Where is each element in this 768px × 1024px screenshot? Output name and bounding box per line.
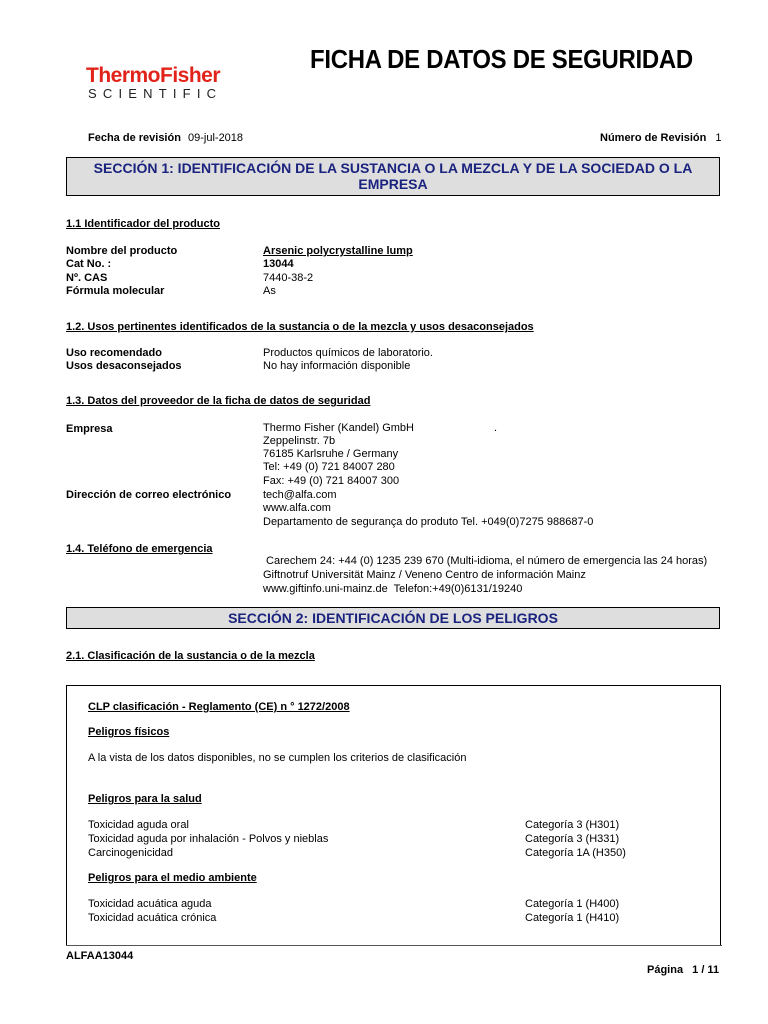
product-name-value: Arsenic polycrystalline lump <box>263 245 413 257</box>
hazard-row-category: Categoría 3 (H331) <box>525 833 620 845</box>
revision-date-label: Fecha de revisión <box>88 132 181 144</box>
page-indicator <box>647 964 719 977</box>
document-title: FICHA DE DATOS DE SEGURIDAD <box>310 44 693 74</box>
physical-hazards-text: A la vista de los datos disponibles, no se cumplen los criterios de clasificación <box>88 752 467 764</box>
document-code: ALFAA13044 <box>66 950 134 962</box>
page-value: 1 / 11 <box>692 964 720 976</box>
recommended-use-label: Uso recomendado <box>66 347 162 359</box>
hazard-row-label: Toxicidad aguda oral <box>88 819 189 831</box>
emergency-line: Giftnotruf Universität Mainz / Veneno Centro de información Mainz <box>263 569 586 581</box>
hazard-row-category: Categoría 1A (H350) <box>525 847 626 859</box>
email-link[interactable]: tech@alfa.com <box>263 489 337 501</box>
section-2-title: SECCIÓN 2: IDENTIFICACIÓN DE LOS PELIGROS <box>66 607 720 629</box>
emergency-line: Carechem 24: +44 (0) 1235 239 670 (Multi-idioma, el número de emergencia las 24 horas) <box>263 555 708 567</box>
company-line: Zeppelinstr. 7b <box>263 435 336 447</box>
hazard-row-label: Carcinogenicidad <box>88 847 173 859</box>
formula-value: As <box>263 285 276 297</box>
cat-no-label: Cat No. : <box>66 258 112 270</box>
discouraged-use-label: Usos desaconsejados <box>66 360 182 372</box>
formula-label: Fórmula molecular <box>66 285 165 297</box>
discouraged-use-value: No hay información disponible <box>263 360 411 372</box>
logo-brand-name: ThermoFisher <box>86 64 221 87</box>
revision-number-value: 1 <box>715 132 722 144</box>
hazard-row-category: Categoría 1 (H400) <box>525 898 620 910</box>
email-label: Dirección de correo electrónico <box>66 489 232 501</box>
section-1-4-heading: 1.4. Teléfono de emergencia <box>66 543 213 555</box>
logo-brand-subtitle: SCIENTIFIC <box>88 86 223 101</box>
revision-date-value: 09-jul-2018 <box>188 132 244 144</box>
company-label: Empresa <box>66 423 113 435</box>
product-name-label: Nombre del producto <box>66 245 178 257</box>
health-hazards-heading: Peligros para la salud <box>88 793 202 805</box>
cat-no-value: 13044 <box>263 258 294 270</box>
physical-hazards-heading: Peligros físicos <box>88 726 170 738</box>
emergency-line: www.giftinfo.uni-mainz.de Telefon:+49(0)6131/19240 <box>263 583 523 595</box>
website-link[interactable]: www.alfa.com <box>263 502 331 514</box>
cas-label: Nº. CAS <box>66 272 108 284</box>
company-line: 76185 Karlsruhe / Germany <box>263 448 399 460</box>
clp-heading: CLP clasificación - Reglamento (CE) n ° 1272/2008 <box>88 701 350 713</box>
product-safety-dept-line: Departamento de segurança do produto Tel. +049(0)7275 988687-0 <box>263 516 594 528</box>
company-dot: . <box>494 422 498 434</box>
section-1-3-heading: 1.3. Datos del proveedor de la ficha de datos de seguridad <box>66 395 371 407</box>
company-line: Tel: +49 (0) 721 84007 280 <box>263 461 395 473</box>
section-2-1-heading: 2.1. Clasificación de la sustancia o de la mezcla <box>66 650 315 662</box>
revision-date <box>88 132 243 145</box>
section-1-1-heading: 1.1 Identificador del producto <box>66 218 221 230</box>
cas-value: 7440-38-2 <box>263 272 314 284</box>
section-1-2-heading: 1.2. Usos pertinentes identificados de la sustancia o de la mezcla y usos desaconsejados <box>66 321 534 333</box>
hazard-row-label: Toxicidad acuática aguda <box>88 898 212 910</box>
footer-divider <box>66 945 722 946</box>
hazard-row-label: Toxicidad aguda por inhalación - Polvos y nieblas <box>88 833 329 845</box>
recommended-use-value: Productos químicos de laboratorio. <box>263 347 433 359</box>
hazard-row-category: Categoría 1 (H410) <box>525 912 620 924</box>
hazard-row-category: Categoría 3 (H301) <box>525 819 620 831</box>
hazard-row-label: Toxicidad acuática crónica <box>88 912 217 924</box>
company-line: Fax: +49 (0) 721 84007 300 <box>263 475 400 487</box>
page-label: Página <box>647 964 684 976</box>
revision-number-label: Número de Revisión <box>600 132 707 144</box>
revision-number <box>600 132 722 145</box>
company-line: Thermo Fisher (Kandel) GmbH <box>263 422 414 434</box>
section-1-title: SECCIÓN 1: IDENTIFICACIÓN DE LA SUSTANCIA O LA MEZCLA Y DE LA SOCIEDAD O LA EMPRESA <box>66 157 720 196</box>
environment-hazards-heading: Peligros para el medio ambiente <box>88 872 257 884</box>
